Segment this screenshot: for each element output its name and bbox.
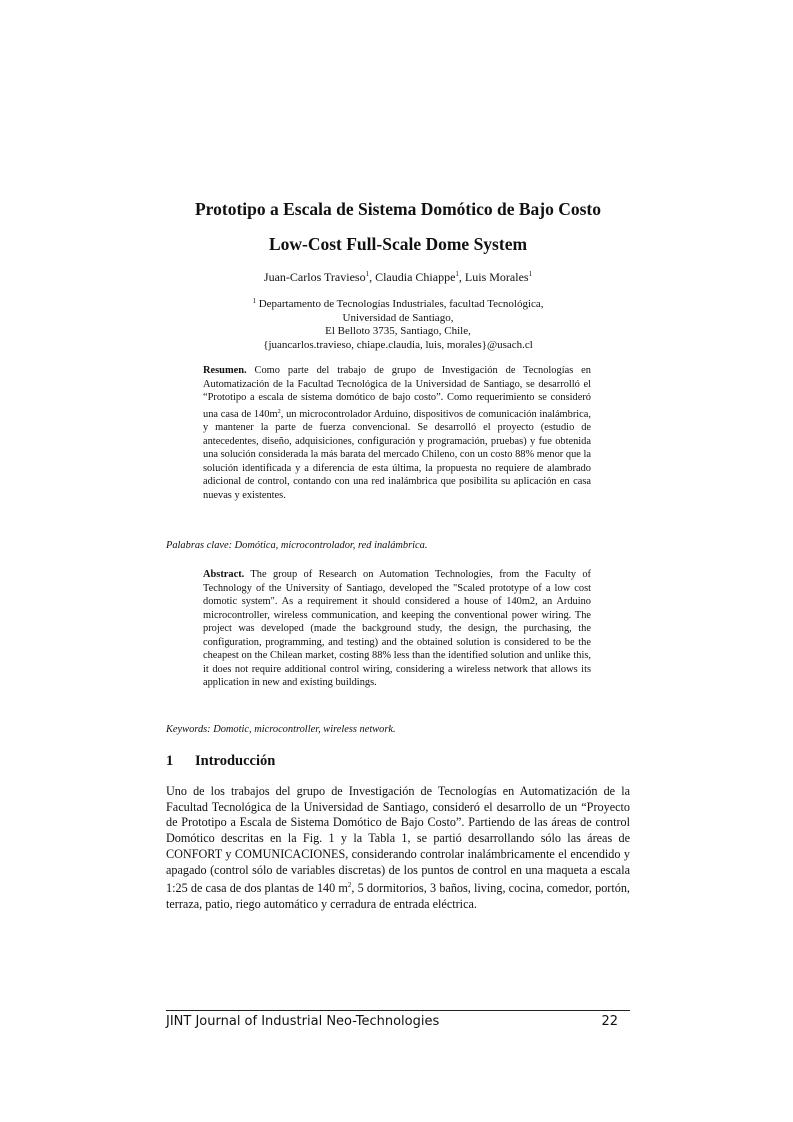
superscript: 2 bbox=[277, 407, 281, 415]
abstract-label: Resumen. bbox=[203, 365, 247, 376]
author-name: Claudia Chiappe bbox=[375, 270, 456, 284]
abstract-text: , un microcontrolador Arduino, dispositivos de comunicación inalámbrica, y mantener la parte de fuerza convencional. Se desarrolló el proyecto (estudio de antecedentes, diseño, adquisiciones, configuración y programación, pruebas) y fue obtenida una solución considerada la más barata del mercado Chileno, con un costo 88% menor que la solución identificada y a diferencia de esta última, la propuesta no requiere de alambrado adicional de control, contando con una red inalámbrica que posibilita su aplicación en casa nuevas y existentes. bbox=[203, 408, 591, 501]
journal-name: JINT Journal of Industrial Neo-Technologies bbox=[166, 1014, 440, 1029]
abstract-text: The group of Research on Automation Technologies, from the Faculty of Technology of the University of Santiago, developed the "Scaled prototype of a low cost domotic system". As a requirement it should considered a house of 140m2, an Arduino microcontroller, wireless communication, and keeping the conventional power wiring. The project was developed (made the background study, the design, the purchasing, the configuration, programming, and testing) and the obtained solution is considered to be the cheapest on the Chilean market, costing 88% less than the identified solution and unlike this, it does not require additional control wiring, considering a wireless network that allows its application in new and existing buildings. bbox=[203, 569, 591, 688]
affiliation-address: El Belloto 3735, Santiago, Chile, bbox=[325, 325, 471, 338]
author-list bbox=[166, 266, 630, 285]
superscript: 2 bbox=[347, 881, 352, 890]
paragraph-text: , 5 dormitorios, 3 baños, living, cocina, comedor, portón, terraza, patio, riego automático y cerradura de entrada eléctrica. bbox=[166, 881, 630, 911]
author-separator: , bbox=[369, 270, 376, 284]
affiliation-mark: 1 bbox=[365, 270, 370, 278]
affiliation-university: Universidad de Santiago, bbox=[342, 311, 454, 324]
author-name: Juan-Carlos Travieso bbox=[263, 270, 366, 284]
affiliation-department: Departamento de Tecnologías Industriales, facultad Tecnológica, bbox=[255, 298, 544, 310]
keywords-english: Keywords: Domotic, microcontroller, wireless network. bbox=[166, 724, 396, 735]
keywords-spanish: Palabras clave: Domótica, microcontrolador, red inalámbrica. bbox=[166, 540, 428, 551]
affiliation-line bbox=[166, 295, 630, 312]
paper-title-spanish: Prototipo a Escala de Sistema Domótico de Bajo Costo bbox=[194, 199, 602, 219]
abstract-text: Como parte del trabajo de grupo de Investigación de Tecnologías en Automatización de la Facultad Tecnológica de la Universidad de Santiago, se desarrolló el “Prototipo a escala de sistema domótico de bajo costo”. Como requerimiento se consideró una casa de 140m bbox=[203, 365, 591, 420]
abstract-english bbox=[203, 568, 591, 690]
affiliation-mark: 1 bbox=[252, 297, 256, 305]
footer-divider bbox=[166, 1010, 630, 1011]
section-heading bbox=[166, 752, 275, 770]
author-name: Luis Morales bbox=[464, 270, 529, 284]
affiliation-emails: {juancarlos.travieso, chiape.claudia, luis, morales}@usach.cl bbox=[263, 338, 533, 351]
paragraph-text: Uno de los trabajos del grupo de Investigación de Tecnologías en Automatización de la Facultad Tecnológica de la Universidad de Santiago, consideró el desarrollo de un “Proyecto de Prototipo a Escala de Sistema Domótico de Bajo Costo”. Partiendo de las áreas de control Domótico descritas en la Fig. 1 y la Tabla 1, se partió desarrollando sólo las áreas de CONFORT y COMUNICACIONES, considerando controlar inalámbricamente el encendido y apagado (control sólo de variables discretas) de los puntos de control en una maqueta a escala 1:25 de casa de dos plantas de 140 m bbox=[166, 784, 630, 896]
author-separator: , bbox=[458, 270, 465, 284]
abstract-label: Abstract. bbox=[203, 569, 245, 580]
affiliation-mark: 1 bbox=[528, 270, 533, 278]
paper-title-english: Low-Cost Full-Scale Dome System bbox=[268, 234, 528, 254]
affiliation-mark: 1 bbox=[455, 270, 459, 278]
body-paragraph bbox=[166, 784, 630, 913]
abstract-spanish bbox=[203, 364, 591, 502]
affiliation-block bbox=[166, 295, 630, 352]
section-title: Introducción bbox=[195, 753, 276, 769]
section-number: 1 bbox=[166, 753, 174, 769]
page-number: 22 bbox=[601, 1014, 618, 1029]
